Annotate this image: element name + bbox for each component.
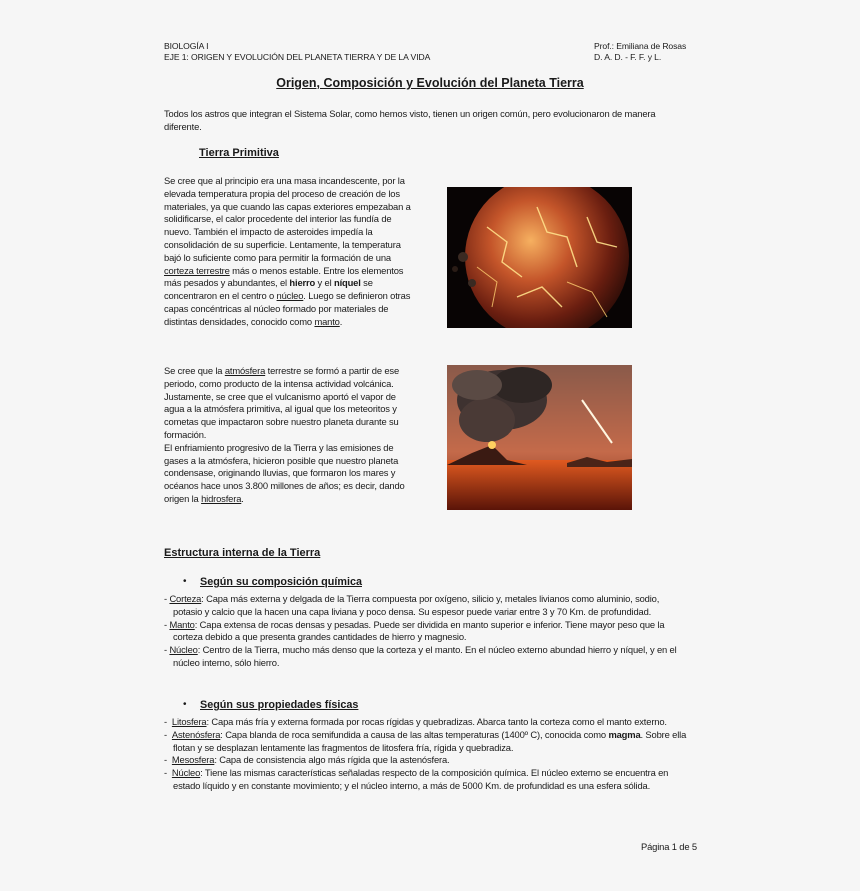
term-mesosfera: Mesosfera: [171, 754, 215, 766]
header-left: [164, 41, 430, 63]
text-span: más o menos estable. Entre los elementos más pesados y abundantes, el: [164, 264, 404, 289]
bold-magma: magma: [608, 728, 641, 740]
text-span: Se cree que al principio era una masa incandescente, por la elevada temperatura propia del proceso de creación de los materiales, ya que cuando las capas exteriores empezaban a solidificarse, el calor procedente del interior las fundía de nuevo. También el impacto de asteroides impedía la consolidación de su superficie. Lentamente, la temperatura bajó lo suficiente como para permitir la formación de una: [164, 175, 411, 263]
term-nucleo-fisico: Núcleo: [171, 767, 201, 779]
subheading-fisicas: Según sus propiedades físicas: [200, 699, 359, 711]
link-atmosfera: atmósfera: [224, 365, 266, 376]
item-text: : Centro de la Tierra, mucho más denso que la corteza y el manto. En el núcleo externo abundad hierro y níquel, y en el núcleo interno, sólo hierro.: [173, 644, 677, 668]
bullet-icon: •: [183, 699, 187, 710]
item-text: : Tiene las mismas características señaladas respecto de la composición química. El núcleo externo se encuentra en estado líquido y en constante movimiento; y el núcleo interno, a más de 5000 Km. de profundidad es una esfera sólida.: [173, 767, 669, 791]
item-text: : Capa más fría y externa formada por rocas rígidas y quebradizas. Abarca tanto la corteza como el manto externo.: [206, 716, 667, 727]
page-number: Página 1 de 5: [641, 841, 697, 852]
header-right: [594, 41, 686, 63]
link-manto: manto: [314, 315, 340, 327]
composition-list: [164, 593, 686, 670]
item-text: . Sobre ella flotan y se desplazan lentamente las fragmentos de litosfera fría, rígida y quebradiza.: [173, 728, 687, 753]
teacher-name: Prof.: Emiliana de Rosas: [594, 41, 687, 51]
bold-niquel: níquel: [334, 277, 361, 289]
text-span: .: [339, 315, 343, 327]
section-heading-tierra-primitiva: Tierra Primitiva: [199, 147, 279, 159]
text-span: .: [241, 492, 244, 504]
paragraph-atmosfera: [164, 365, 414, 506]
list-item: - Núcleo: Centro de la Tierra, mucho más denso que la corteza y el manto. En el núcleo externo abundad hierro y níquel, y en el núcleo interno, sólo hierro.: [164, 644, 677, 668]
early-earth-image: [447, 187, 632, 328]
link-hidrosfera: hidrosfera: [201, 492, 242, 504]
list-item: - Litosfera: Capa más fría y externa formada por rocas rígidas y quebradizas. Abarca tanto la corteza como el manto externo.: [164, 716, 667, 727]
unit-name: EJE 1: ORIGEN Y EVOLUCIÓN DEL PLANETA TIERRA Y DE LA VIDA: [164, 52, 431, 62]
text-span: y el: [315, 277, 334, 289]
link-corteza: corteza terrestre: [164, 264, 230, 276]
text-span: . Luego se definieron otras capas concéntricas al núcleo formado por materiales de distintas densidades, conocido como: [164, 290, 411, 327]
course-name: BIOLOGÍA I: [164, 41, 209, 51]
department-name: D. A. D. - F. F. y L.: [594, 52, 662, 62]
section-heading-estructura: Estructura interna de la Tierra: [164, 547, 321, 559]
list-item: - Mesosfera: Capa de consistencia algo más rígida que la astenósfera.: [164, 754, 450, 766]
page-title: Origen, Composición y Evolución del Planeta Tierra: [276, 76, 584, 90]
subheading-composicion: Según su composición química: [200, 576, 362, 588]
text-span: Se cree que la: [164, 365, 225, 376]
text-span: El enfriamiento progresivo de la Tierra y las emisiones de gases a la atmósfera, hicieron posible que nuestro planeta condensase, originando lluvias, que formaron los mares y océanos hace unos 3.800 millones de años; es decir, dando origen la: [164, 441, 405, 504]
term-corteza: Corteza: [169, 593, 202, 604]
term-astenosfera: Astenósfera: [171, 728, 221, 740]
text-span: se concentraron en el centro o: [164, 277, 373, 302]
list-item: - Núcleo: Tiene las mismas características señaladas respecto de la composición química. El núcleo externo se encuentra en estado líquido y en constante movimiento; y el núcleo interno, a más de 5000 Km. de profundidad es una esfera sólida.: [164, 767, 669, 791]
paragraph-tierra-primitiva: [164, 175, 415, 329]
item-text: : Capa blanda de roca semifundida a causa de las altas temperaturas (1400º C), conocida como: [220, 728, 609, 740]
item-text: : Capa de consistencia algo más rígida que la astenósfera.: [214, 754, 450, 766]
volcano-image: [447, 365, 632, 510]
list-item: - Manto: Capa extensa de rocas densas y pesadas. Puede ser dividida en manto superior e inferior. Tiene mayor peso que la corteza debido a que presenta grandes cantidades de hierro y magnesio.: [164, 618, 665, 643]
list-item: - Astenósfera: Capa blanda de roca semifundida a causa de las altas temperaturas (1400º C), conocida como magma. Sobre ella flotan y se desplazan lentamente las fragmentos de litosfera fría, rígida y quebradiza.: [164, 728, 687, 753]
term-nucleo: Núcleo: [169, 644, 198, 656]
item-text: : Capa más externa y delgada de la Tierra compuesta por oxígeno, silicio y, metales livianos como aluminio, sodio, potasio y calcio que la hacen una capa liviana y poco densa. Su espesor puede variar entre 3 y 70 Km. de profundidad.: [173, 593, 660, 617]
list-item: - Corteza: Capa más externa y delgada de la Tierra compuesta por oxígeno, silicio y, metales livianos como aluminio, sodio, potasio y calcio que la hacen una capa liviana y poco densa. Su espesor puede variar entre 3 y 70 Km. de profundidad.: [164, 593, 660, 617]
term-litosfera: Litosfera: [171, 716, 207, 727]
item-text: : Capa extensa de rocas densas y pesadas. Puede ser dividida en manto superior e inferior. Tiene mayor peso que la corteza debido a que presenta grandes cantidades de hierro y magnesio.: [173, 618, 665, 643]
bullet-icon: •: [183, 576, 187, 587]
text-span: terrestre se formó a partir de ese periodo, como producto de la intensa actividad volcánica. Justamente, se cree que el vulcanismo aportó el vapor de agua a la atmósfera primitiva, al igual que los meteoritos y cometas que impactaron sobre nuestro planeta durante su formación.: [164, 365, 400, 440]
intro-paragraph: Todos los astros que integran el Sistema Solar, como hemos visto, tienen un origen común, pero evolucionaron de manera diferente.: [164, 108, 656, 132]
link-nucleo: núcleo: [276, 290, 304, 302]
bold-hierro: hierro: [289, 277, 316, 289]
physical-list: [164, 716, 688, 793]
term-manto: Manto: [169, 618, 195, 630]
